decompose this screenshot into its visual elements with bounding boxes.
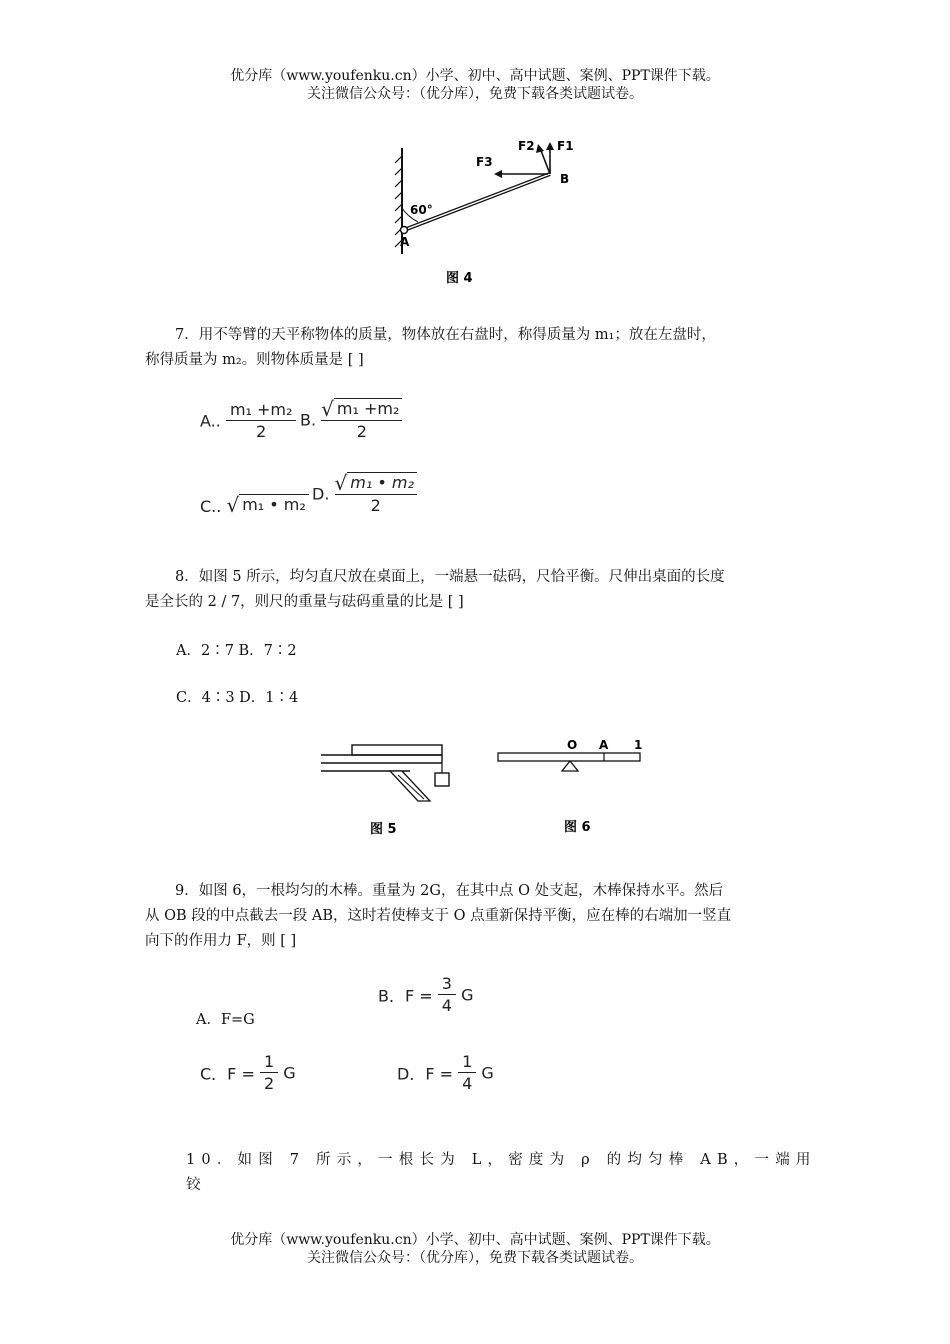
q7-text: 7．用不等臂的天平称物体的质量，物体放在右盘时，称得质量为 m₁；放在左盘时， 称得质量为 m₂。则物体质量是 [ ] <box>145 327 716 368</box>
q8-options-row-1: A．2∶7 B．7∶2 <box>176 643 297 659</box>
q7-option-b: B. √ m₁ +m₂ 2 <box>300 398 402 442</box>
q7-option-d: D. √ m₁ • m₂ 2 <box>312 472 417 516</box>
q9-option-d: D．F = $\frac{1}{4}$ G <box>397 1052 494 1093</box>
q10-text: 10．如图 7 所示，一根长为 L，密度为 ρ 的均匀棒 AB，一端用铰 <box>186 1152 817 1193</box>
q9-text: 9．如图 6，一根均匀的木棒。重量为 2G，在其中点 O 处支起，木棒保持水平。然后 从 OB 段的中点截去一段 AB，这时若使棒支于 O 点重新保持平衡，应在棒的右端加一竖直 向下的作用力 F，则 [ ] <box>145 883 732 949</box>
f1-label: F1 <box>557 139 574 153</box>
f2-label: F2 <box>518 139 535 153</box>
q9-option-c: C．F = $\frac{1}{2}$ G <box>200 1052 296 1093</box>
figure-5-caption: 图 5 <box>370 822 397 837</box>
fulcrum <box>562 761 578 771</box>
figure-6 <box>494 735 654 840</box>
header-line-1: 优分库（www.youfenku.cn）小学、初中、高中试题、案例、PPT课件下载。 <box>230 68 720 84</box>
q9-option-b: B．F = $\frac{3}{4}$ G <box>378 974 474 1015</box>
a-label-fig6: A <box>599 738 609 752</box>
footer-line-2: 关注微信公众号：（优分库），免费下载各类试题试卷。 <box>307 1250 643 1266</box>
beam <box>498 753 640 761</box>
ruler <box>352 745 442 755</box>
f3-label: F3 <box>476 155 493 169</box>
f2-arrow <box>540 148 550 174</box>
figure-5 <box>318 735 463 840</box>
hinge-a <box>401 227 408 234</box>
end-label: 1 <box>634 738 643 752</box>
o-label: O <box>567 738 578 752</box>
b-label: B <box>560 172 570 186</box>
q8-options-row-2: C．4∶3 D．1∶4 <box>176 690 299 706</box>
figure-6-caption: 图 6 <box>564 820 591 835</box>
weight <box>435 773 449 786</box>
a-label: A <box>400 235 410 249</box>
q9-option-a: A．F=G <box>196 1012 255 1028</box>
angle-label: 60° <box>410 203 433 217</box>
figure-4 <box>380 130 600 290</box>
q8-text: 8．如图 5 所示，均匀直尺放在桌面上，一端悬一砝码，尺恰平衡。尺伸出桌面的长度 是全长的 2 / 7，则尺的重量与砝码重量的比是 [ ] <box>145 569 725 610</box>
wall-hatching <box>395 156 402 247</box>
q7-option-a: A.. $\frac{\text{m₁ +m₂}}{2}$ <box>200 400 296 442</box>
footer-line-1: 优分库（www.youfenku.cn）小学、初中、高中试题、案例、PPT课件下载。 <box>230 1232 720 1248</box>
figure-4-caption: 图 4 <box>446 271 473 286</box>
header-line-2: 关注微信公众号：（优分库），免费下载各类试题试卷。 <box>307 86 643 102</box>
q7-option-c: C.. √ m₁ • m₂ <box>200 494 309 516</box>
